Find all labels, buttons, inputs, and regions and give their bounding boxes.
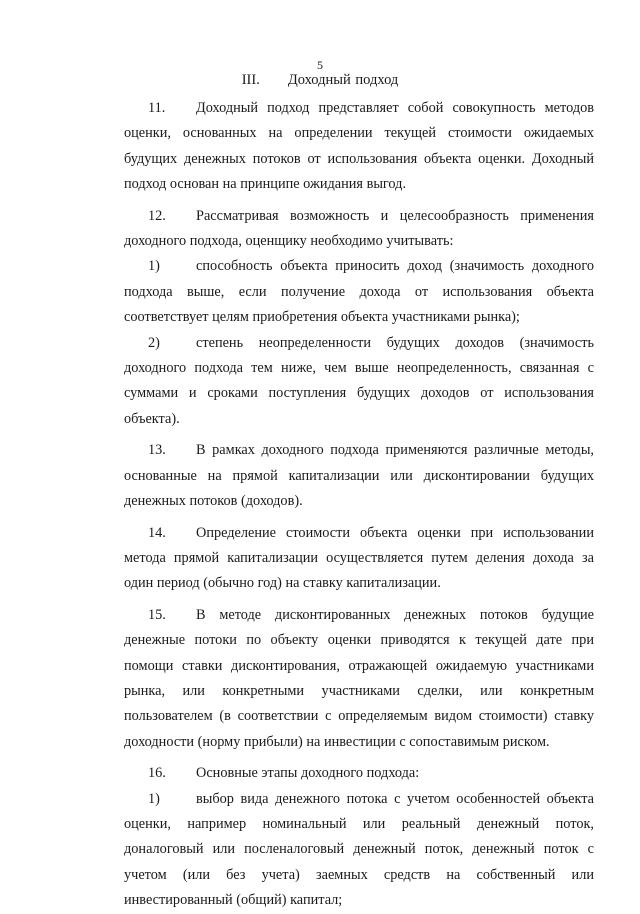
document-body	[124, 96, 594, 914]
paragraph-number: 12.	[148, 207, 166, 224]
paragraph-text: Определение стоимости объекта оценки при использовании метода прямой капитализации осуществляется путем деления дохода за один период (обычно год) на ставку капитализации.	[124, 524, 594, 592]
paragraph-text: В рамках доходного подхода применяются различные методы, основанные на прямой капитализации или дисконтировании будущих денежных потоков (доходов).	[124, 442, 594, 510]
paragraph	[124, 331, 594, 433]
paragraph-text: выбор вида денежного потока с учетом особенностей объекта оценки, например номинальный или реальный денежный поток, доналоговый или посленалоговый денежный поток, денежный поток с учетом (или без учета) заемных средств на собственный или инвестированный (общий) капитал;	[124, 790, 594, 909]
paragraph-number: 14.	[148, 524, 166, 541]
paragraph-text: Рассматривая возможность и целесообразность применения доходного подхода, оценщику необходимо учитывать:	[124, 207, 594, 250]
paragraph-number: 15.	[148, 606, 166, 623]
paragraph	[124, 521, 594, 597]
paragraph-number: 11.	[148, 100, 166, 116]
paragraph-text: В методе дисконтированных денежных потоков будущие денежные потоки по объекту оценки приводятся к текущей дате при помощи ставки дисконтирования, отражающей ожидаемую участниками рынка, или конкретными участниками сделки, или конкретным пользователем (в соответствии с определяемым видом стоимости) ставку доходности (норму прибыли) на инвестиции с сопоставимым риском.	[124, 606, 594, 750]
paragraph	[124, 761, 594, 786]
paragraph	[124, 438, 594, 514]
paragraph-text: способность объекта приносить доход (значимость доходного подхода выше, если получение дохода от использования объекта соответствует целям приобретения объекта участниками рынка);	[124, 258, 594, 326]
paragraph-number: 13.	[148, 442, 166, 459]
paragraph	[124, 787, 594, 914]
section-title: Доходный подход	[287, 72, 399, 88]
paragraph-text: Основные этапы доходного подхода:	[196, 765, 420, 782]
paragraph	[124, 603, 594, 755]
paragraph	[124, 254, 594, 330]
paragraph-number: 1)	[148, 790, 160, 807]
page-number: 5	[317, 58, 323, 72]
paragraph	[124, 204, 594, 255]
section-heading	[0, 72, 640, 89]
paragraph-number: 16.	[148, 765, 166, 782]
paragraph-text: Доходный подход представляет собой совокупность методов оценки, основанных на определении текущей стоимости ожидаемых будущих денежных потоков от использования объекта оценки. Доходный подход основан на принципе ожидания выгод.	[124, 100, 594, 193]
section-number: III.	[241, 72, 260, 88]
paragraph-number: 1)	[148, 258, 160, 275]
paragraph	[124, 96, 594, 198]
paragraph-text: степень неопределенности будущих доходов (значимость доходного подхода тем ниже, чем выше неопределенность, связанная с суммами и сроками поступления будущих доходов от использования объекта).	[124, 334, 594, 427]
paragraph-number: 2)	[148, 334, 160, 351]
